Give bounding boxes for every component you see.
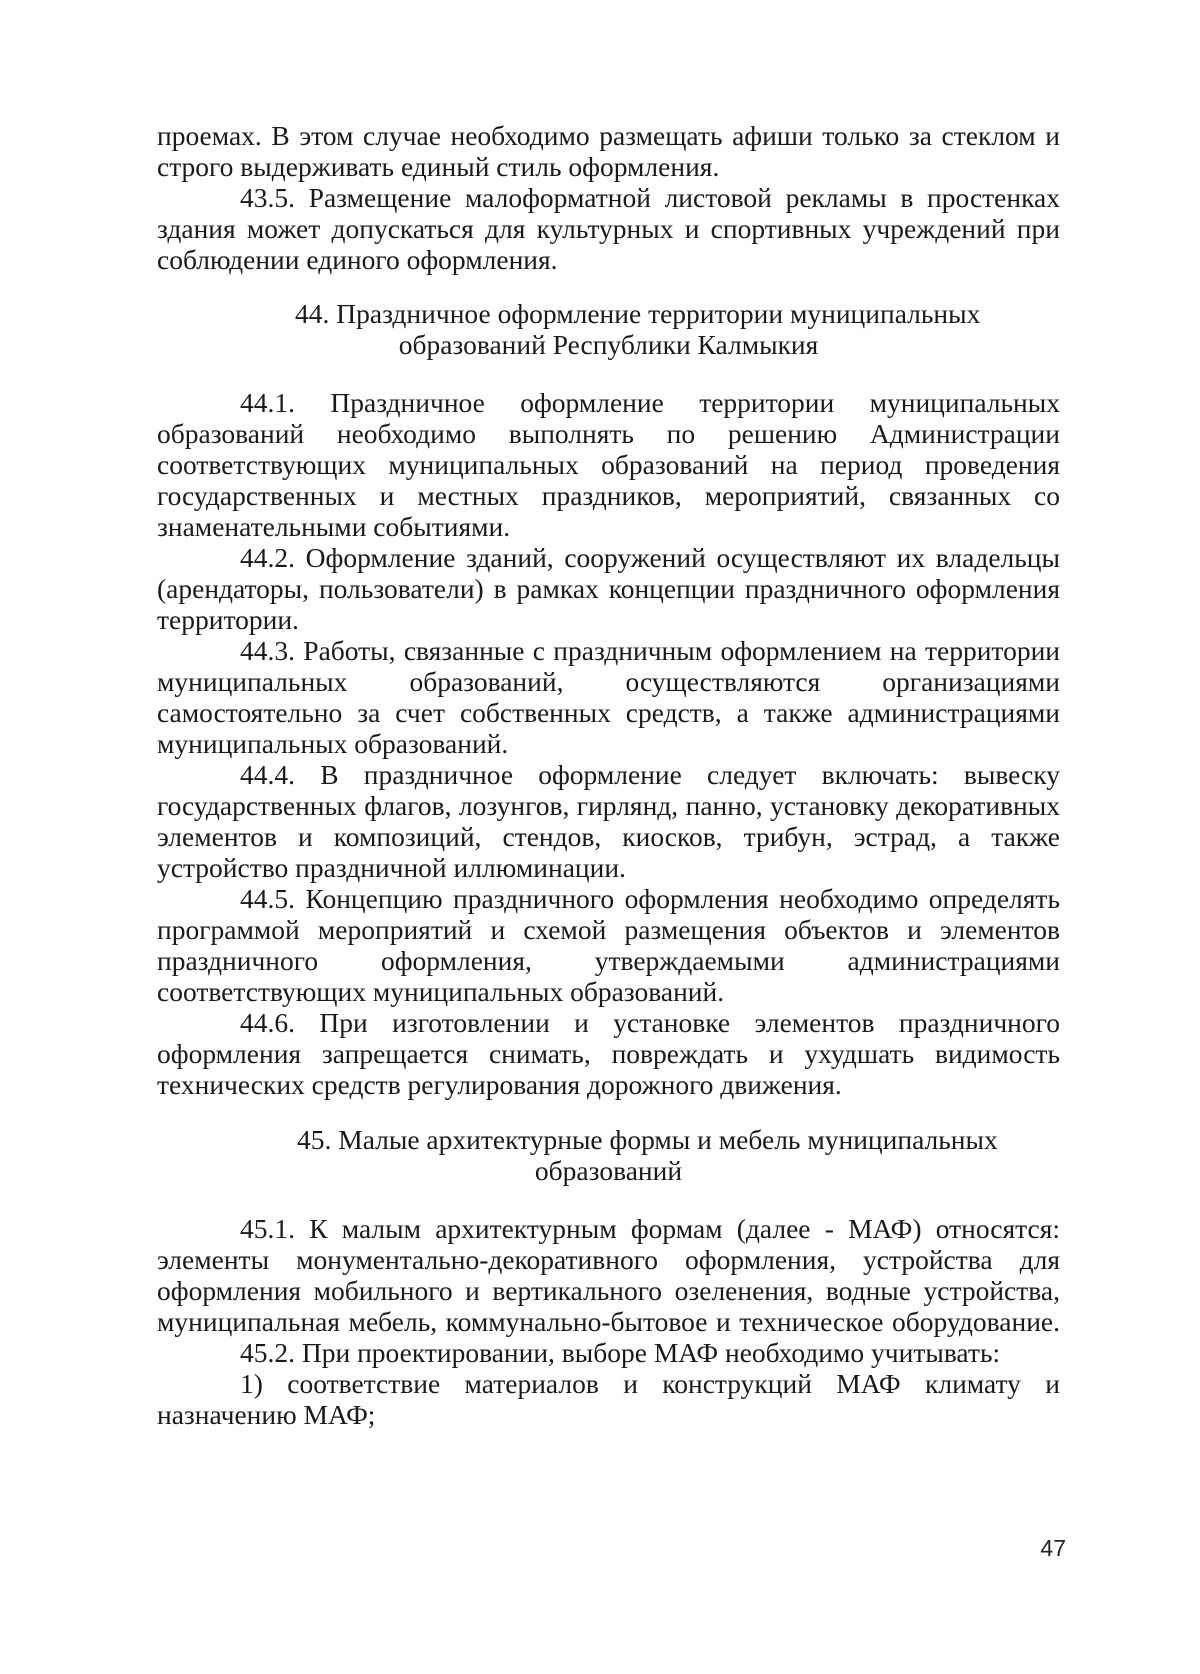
paragraph-start: 45.2. При проектировании, выборе МАФ необходимо учитывать: [240,1337,1001,1368]
text-line: технических средств регулирования дорожного движения. [157,1069,842,1100]
text-line: самостоятельно за счет собственных средств, а также администрациями [157,697,1060,728]
paragraph-start: 44.4. В праздничное оформление следует включать: вывеску [240,759,1060,790]
text-line: (арендаторы, пользователи) в рамках концепции праздничного оформления [157,573,1060,604]
text-line: образований необходимо выполнять по решению Администрации [157,418,1060,449]
text-line: муниципальных образований. [157,728,509,759]
text-line: знаменательными событиями. [157,511,511,542]
paragraph-start: 44.5. Концепцию праздничного оформления необходимо определять [240,883,1060,914]
text-line: проемах. В этом случае необходимо размещать афиши только за стеклом и [157,120,1060,151]
section-heading: образований [534,1155,683,1186]
section-heading: 44. Праздничное оформление территории муниципальных [295,298,981,329]
paragraph-start: 44.1. Праздничное оформление территории муниципальных [240,387,1060,418]
text-line: здания может допускаться для культурных и спортивных учреждений при [157,213,1060,244]
list-item: 1) соответствие материалов и конструкций МАФ климату и [240,1368,1060,1399]
text-line: государственных и местных праздников, мероприятий, связанных со [157,480,1060,511]
text-line: программой мероприятий и схемой размещения объектов и элементов [157,914,1060,945]
text-line: соответствующих муниципальных образований. [157,976,725,1007]
text-line: элементов и композиций, стендов, киосков, трибун, эстрад, а также [157,821,1060,852]
text-line: устройство праздничной иллюминации. [157,852,626,883]
text-line: праздничного оформления, утверждаемыми администрациями [157,945,1060,976]
paragraph-start: 45.1. К малым архитектурным формам (далее - МАФ) относятся: [240,1213,1060,1244]
text-line: государственных флагов, лозунгов, гирлянд, панно, установку декоративных [157,790,1060,821]
text-line: оформления мобильного и вертикального озеленения, водные устройства, [157,1275,1060,1306]
text-line: элементы монументально-декоративного оформления, устройства для [157,1244,1060,1275]
section-heading: 45. Малые архитектурные формы и мебель муниципальных [297,1124,998,1155]
text-line: муниципальных образований, осуществляются организациями [157,666,1060,697]
text-line: соблюдении единого оформления. [157,244,558,275]
paragraph-start: 43.5. Размещение малоформатной листовой рекламы в простенках [240,182,1060,213]
text-line: территории. [157,604,299,635]
section-heading: образований Республики Калмыкия [398,329,819,360]
text-line: оформления запрещается снимать, повреждать и ухудшать видимость [157,1038,1060,1069]
text-line: муниципальная мебель, коммунально-бытовое и техническое оборудование. [157,1306,1060,1337]
text-line: строго выдерживать единый стиль оформления. [157,151,720,182]
paragraph-start: 44.3. Работы, связанные с праздничным оформлением на территории [240,635,1060,666]
text-line: соответствующих муниципальных образований на период проведения [157,449,1060,480]
paragraph-start: 44.6. При изготовлении и установке элементов праздничного [240,1007,1060,1038]
page-number: 47 [1040,1535,1066,1561]
text-line: назначению МАФ; [157,1399,376,1430]
paragraph-start: 44.2. Оформление зданий, сооружений осуществляют их владельцы [240,542,1060,573]
